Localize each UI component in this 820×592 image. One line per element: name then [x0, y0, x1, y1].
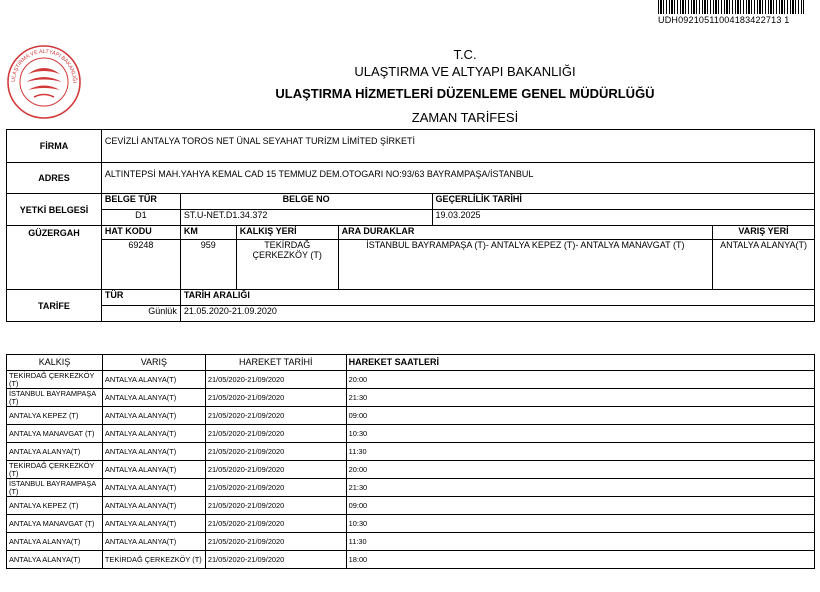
tarife-label: TARİFE: [7, 290, 102, 322]
schedule-row: [7, 425, 815, 443]
schedule-row: [7, 479, 815, 497]
hareket-tarihi-cell: 21/05/2020-21/09/2020: [205, 371, 346, 389]
hareket-tarihi-column-header: HAREKET TARİHİ: [205, 355, 346, 371]
hareket-saatleri-column-header: HAREKET SAATLERİ: [346, 355, 814, 371]
kalkis-cell: İSTANBUL BAYRAMPAŞA (T): [7, 389, 103, 407]
hareket-tarihi-cell: 21/05/2020-21/09/2020: [205, 551, 346, 569]
hareket-tarihi-cell: 21/05/2020-21/09/2020: [205, 443, 346, 461]
hat-kodu-header: HAT KODU: [101, 226, 180, 240]
kalkis-cell: ANTALYA MANAVGAT (T): [7, 425, 103, 443]
hareket-saati-cell: 09:00: [346, 407, 814, 425]
adres-value: ALTINTEPSİ MAH.YAHYA KEMAL CAD 15 TEMMUZ DEM.OTOGARI NO:93/63 BAYRAMPAŞA/İSTANBUL: [101, 163, 814, 194]
hareket-saati-cell: 20:00: [346, 371, 814, 389]
varis-cell: ANTALYA ALANYA(T): [102, 533, 205, 551]
ministry-name: ULAŞTIRMA VE ALTYAPI BAKANLIĞI: [354, 64, 576, 79]
varis-cell: ANTALYA ALANYA(T): [102, 389, 205, 407]
varis-cell: ANTALYA ALANYA(T): [102, 479, 205, 497]
kalkis-cell: ANTALYA ALANYA(T): [7, 533, 103, 551]
kalkis-cell: ANTALYA KEPEZ (T): [7, 497, 103, 515]
schedule-row: [7, 515, 815, 533]
svg-text:ULAŞTIRMA VE ALTYAPI BAKANLIĞI: ULAŞTIRMA VE ALTYAPI BAKANLIĞI: [10, 48, 78, 84]
hareket-tarihi-cell: 21/05/2020-21/09/2020: [205, 389, 346, 407]
varis-cell: TEKİRDAĞ ÇERKEZKÖY (T): [102, 551, 205, 569]
belge-no-header: BELGE NO: [180, 194, 432, 210]
varis-cell: ANTALYA ALANYA(T): [102, 461, 205, 479]
ara-duraklar-header: ARA DURAKLAR: [338, 226, 712, 240]
ara-duraklar-value: İSTANBUL BAYRAMPAŞA (T)- ANTALYA KEPEZ (T)- ANTALYA MANAVGAT (T): [338, 240, 712, 290]
hareket-tarihi-cell: 21/05/2020-21/09/2020: [205, 515, 346, 533]
varis-cell: ANTALYA ALANYA(T): [102, 407, 205, 425]
schedule-row: [7, 461, 815, 479]
document-title: ZAMAN TARİFESİ: [411, 110, 519, 125]
schedule-row: [7, 389, 815, 407]
guzergah-label: GÜZERGAH: [7, 226, 102, 290]
kalkis-yeri-header: KALKIŞ YERİ: [236, 226, 338, 240]
adres-label: ADRES: [7, 163, 102, 194]
varis-column-header: VARIŞ: [102, 355, 205, 371]
tarih-araligi-header: TARİH ARALIĞI: [180, 290, 814, 306]
kalkis-cell: ANTALYA KEPEZ (T): [7, 407, 103, 425]
hareket-saati-cell: 09:00: [346, 497, 814, 515]
tarih-araligi-value: 21.05.2020-21.09.2020: [180, 306, 814, 322]
hareket-saati-cell: 21:30: [346, 389, 814, 407]
hareket-tarihi-cell: 21/05/2020-21/09/2020: [205, 497, 346, 515]
km-value: 959: [180, 240, 236, 290]
hareket-tarihi-cell: 21/05/2020-21/09/2020: [205, 407, 346, 425]
schedule-row: [7, 371, 815, 389]
belge-no-value: ST.U-NET.D1.34.372: [180, 210, 432, 226]
hareket-saati-cell: 20:00: [346, 461, 814, 479]
varis-cell: ANTALYA ALANYA(T): [102, 515, 205, 533]
hareket-saati-cell: 11:30: [346, 443, 814, 461]
hareket-tarihi-cell: 21/05/2020-21/09/2020: [205, 533, 346, 551]
schedule-row: [7, 497, 815, 515]
kalkis-cell: ANTALYA MANAVGAT (T): [7, 515, 103, 533]
km-header: KM: [180, 226, 236, 240]
kalkis-cell: TEKİRDAĞ ÇERKEZKÖY (T): [7, 371, 103, 389]
varis-yeri-value: ANTALYA ALANYA(T): [713, 240, 815, 290]
kalkis-yeri-value: TEKİRDAĞ ÇERKEZKÖY (T): [236, 240, 338, 290]
schedule-row: [7, 551, 815, 569]
hareket-saati-cell: 18:00: [346, 551, 814, 569]
document-id: UDH09210511004183422713 1: [658, 15, 790, 25]
gecerlilik-header: GEÇERLİLİK TARİHİ: [432, 194, 815, 210]
kalkis-column-header: KALKIŞ: [7, 355, 103, 371]
firma-label: FİRMA: [7, 130, 102, 163]
yetki-label: YETKİ BELGESİ: [7, 194, 102, 226]
hareket-saati-cell: 10:30: [346, 425, 814, 443]
belge-tur-value: D1: [101, 210, 180, 226]
hat-kodu-value: 69248: [101, 240, 180, 290]
belge-tur-header: BELGE TÜR: [101, 194, 180, 210]
kalkis-cell: ANTALYA ALANYA(T): [7, 443, 103, 461]
directorate-name: ULAŞTIRMA HİZMETLERİ DÜZENLEME GENEL MÜDÜRLÜĞÜ: [275, 86, 655, 101]
barcode: [658, 0, 804, 14]
hareket-tarihi-cell: 21/05/2020-21/09/2020: [205, 461, 346, 479]
hareket-saati-cell: 11:30: [346, 533, 814, 551]
gecerlilik-value: 19.03.2025: [432, 210, 815, 226]
hareket-saati-cell: 21:30: [346, 479, 814, 497]
varis-cell: ANTALYA ALANYA(T): [102, 371, 205, 389]
schedule-row: [7, 407, 815, 425]
kalkis-cell: İSTANBUL BAYRAMPAŞA (T): [7, 479, 103, 497]
schedule-row: [7, 533, 815, 551]
hareket-saati-cell: 10:30: [346, 515, 814, 533]
kalkis-cell: TEKİRDAĞ ÇERKEZKÖY (T): [7, 461, 103, 479]
tur-header: TÜR: [101, 290, 180, 306]
ministry-seal-logo: [6, 44, 82, 120]
tur-value: Günlük: [101, 306, 180, 322]
varis-cell: ANTALYA ALANYA(T): [102, 497, 205, 515]
kalkis-cell: ANTALYA ALANYA(T): [7, 551, 103, 569]
varis-yeri-header: VARIŞ YERİ: [713, 226, 815, 240]
schedule-row: [7, 443, 815, 461]
hareket-tarihi-cell: 21/05/2020-21/09/2020: [205, 425, 346, 443]
firma-value: CEVİZLİ ANTALYA TOROS NET ÜNAL SEYAHAT TURİZM LİMİTED ŞİRKETİ: [101, 130, 814, 163]
varis-cell: ANTALYA ALANYA(T): [102, 443, 205, 461]
hareket-tarihi-cell: 21/05/2020-21/09/2020: [205, 479, 346, 497]
schedule-table: [6, 354, 815, 569]
tc-title: T.C.: [453, 47, 477, 62]
varis-cell: ANTALYA ALANYA(T): [102, 425, 205, 443]
info-table: [6, 129, 815, 322]
